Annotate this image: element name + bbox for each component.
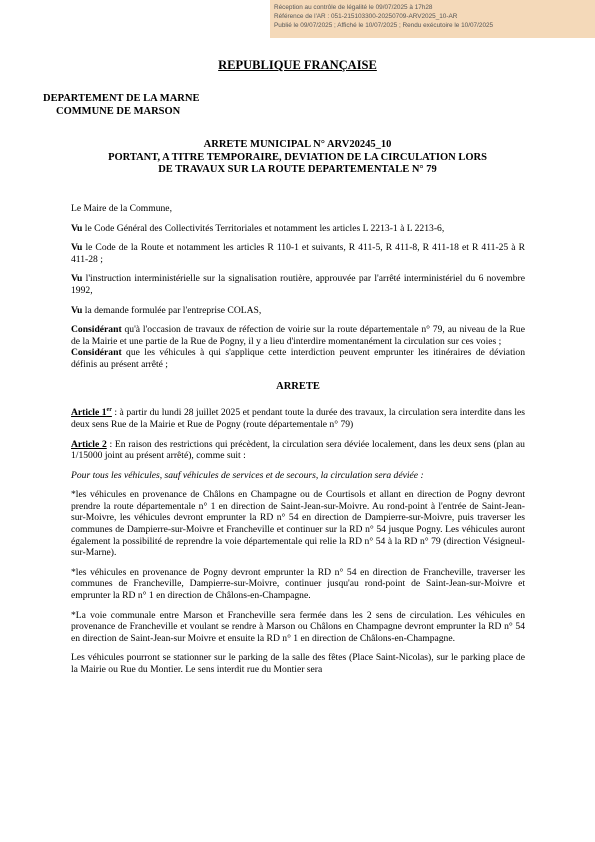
article-text: : à partir du lundi 28 juillet 2025 et pendant toute la durée des travaux, la circulation sera interdite dans les deux sens Rue de la Mairie et Rue de Pogny (route départementale n° 79) — [71, 407, 525, 430]
vu-label: Vu — [71, 242, 83, 254]
vu-label: Vu — [71, 273, 83, 285]
stamp-line: Publié le 09/07/2025 ; Affiché le 10/07/2025 ; Rendu exécutoire le 10/07/2025 — [274, 22, 494, 29]
vu-text: la demande formulée par l'entreprise COLAS, — [82, 304, 262, 316]
vu-clause — [71, 305, 525, 317]
department-block — [43, 93, 199, 118]
considerant-text: qu'à l'occasion de travaux de réfection de voirie sur la route départementale n° 79, au niveau de la Rue de la Mairie et une partie de la Rue de Pogny, il y a lieu d'interdire momentanément la circulation sur ces voies ; — [71, 324, 525, 347]
legality-stamp — [270, 0, 595, 38]
decree-subject-line: PORTANT, A TITRE TEMPORAIRE, DEVIATION DE LA CIRCULATION LORS — [108, 151, 487, 163]
decree-number: ARRETE MUNICIPAL N° ARV20245_10 — [203, 139, 392, 150]
stamp-line: Réception au contrôle de légalité le 09/07/2025 à 17h28 — [274, 4, 433, 11]
considerant-label: Considérant — [71, 347, 122, 359]
considerant-clause — [71, 347, 525, 370]
department-name: DEPARTEMENT DE LA MARNE — [43, 93, 200, 104]
article-label: Article 2 — [71, 438, 107, 450]
article-text: : En raison des restrictions qui précèdent, la circulation sera déviée localement, dans les deux sens (plan au 1/15000 joint au présent arrêté), comme suit : — [71, 438, 525, 462]
vu-label: Vu — [71, 304, 83, 316]
vu-clause — [71, 273, 525, 296]
document-body — [71, 203, 525, 684]
considerant-label: Considérant — [71, 324, 122, 336]
article-label: Article 1er — [71, 407, 112, 419]
decree-subject-line: DE TRAVAUX SUR LA ROUTE DEPARTEMENTALE N° 79 — [158, 164, 437, 175]
deviation-paragraph: *La voie communale entre Marson et Francheville sera fermée dans les 2 sens de circulation. Les véhicules en provenance de Francheville et voulant se rendre à Marson ou Châlons en Champagne devront emprunter la RD n° 54 en direction de Saint-Jean-sur Moivre et ensuite la RD n° 1 en direction de Châlons-en-Champagne. — [71, 609, 525, 644]
arrete-heading: ARRETE — [276, 380, 320, 392]
deviation-intro: Pour tous les véhicules, sauf véhicules de services et de secours, la circulation sera déviée : — [71, 469, 424, 481]
maire-intro: Le Maire de la Commune, — [71, 203, 172, 214]
vu-text: l'instruction interministérielle sur la signalisation routière, approuvée par l'arrêté interministériel du 6 novembre 1992, — [71, 273, 525, 296]
deviation-paragraph: *les véhicules en provenance de Pogny devront emprunter la RD n° 54 en direction de Francheville, traverser les communes de Francheville, Dampierre-sur-Moivre, continuer jusqu'au rond-point de Saint-Jean-sur-Moivre et emprunter la RD n° 1 en direction de Châlons-en-Champagne. — [71, 566, 525, 602]
vu-label: Vu — [71, 222, 83, 234]
vu-clause — [71, 223, 525, 235]
vu-clause — [71, 242, 525, 265]
parking-paragraph: Les véhicules pourront se stationner sur le parking de la salle des fêtes (Place Saint-Nicolas), sur le parking place de la Mairie ou Rue du Montier. Le sens interdit rue du Montier sera — [71, 652, 525, 675]
republique-heading: REPUBLIQUE FRANÇAISE — [218, 58, 377, 72]
commune-name: COMMUNE DE MARSON — [56, 105, 181, 117]
considerant-clause — [71, 324, 525, 347]
article-superscript: er — [106, 407, 112, 414]
vu-text: le Code de la Route et notamment les articles R 110-1 et suivants, R 411-5, R 411-8, R 411-18 et R 411-25 à R 411-28 ; — [71, 242, 525, 265]
decree-title — [70, 139, 525, 177]
vu-text: le Code Général des Collectivités Territoriales et notamment les articles L 2213-1 à L 2213-6, — [82, 222, 445, 234]
stamp-line: Référence de l'AR : 051-215103300-20250709-ARV2025_10-AR — [274, 13, 458, 20]
article-2 — [71, 439, 525, 462]
article-1 — [71, 405, 525, 430]
considerant-text: que les véhicules à qui s'applique cette interdiction peuvent emprunter les itinéraires de déviation définis au présent arrêté ; — [71, 347, 525, 370]
deviation-paragraph: *les véhicules en provenance de Châlons en Champagne ou de Courtisols et allant en direction de Pogny devront prendre la route départementale n° 1 en direction de Saint-Jean-sur-Moivre. Au rond-point à l'entrée de Saint-Jean-sur-Moivre, les véhicules devront emprunter la RD n° 54 en direction de Dampierre-sur-Moivre, puis traverser les communes de Dampierre-sur-Moivre et Francheville et continuer sur la RD n° 54 jusque Pogny. Les véhicules auront également la possibilité de reprendre la voie départementale qui relie la RD n° 54 à la RD n° 79 (direction Vésigneul-sur-Marne). — [71, 489, 525, 559]
